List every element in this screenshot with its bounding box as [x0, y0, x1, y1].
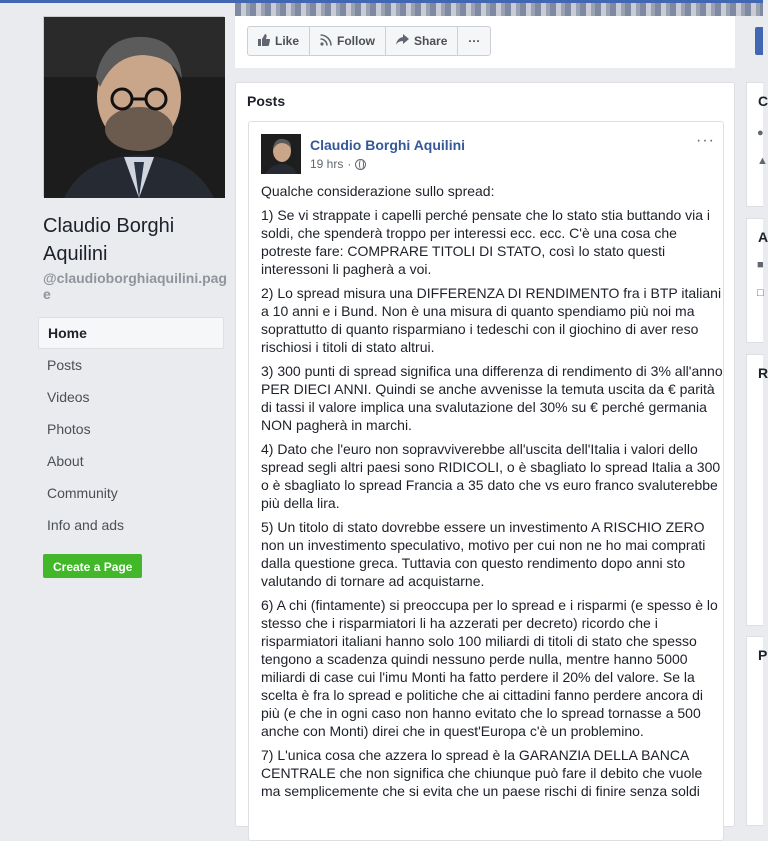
- post-meta: [310, 157, 366, 171]
- nav-item-info-and-ads[interactable]: Info and ads: [47, 517, 125, 533]
- follow-label: Follow: [337, 34, 376, 48]
- page-icon: □: [757, 287, 764, 299]
- profile-portrait-image: [44, 17, 225, 198]
- post-paragraph: 4) Dato che l'euro non sopravviverebbe all'uscita dell'Italia i valori dello spread segli altri paesi sono RIDICOLI, o è sbagliato lo spread Italia a 300 o è sbagliato lo spread Francia a 35 dato che vs euro franco svaluterebbe più della lira.: [261, 441, 721, 511]
- post-author-avatar[interactable]: [261, 134, 301, 174]
- post-author-name[interactable]: Claudio Borghi Aquilini: [310, 137, 466, 153]
- person-icon: ●: [757, 127, 764, 139]
- create-page-button[interactable]: Create a Page: [43, 554, 142, 578]
- meta-separator: ·: [347, 157, 352, 171]
- rss-icon: [320, 34, 332, 49]
- share-button[interactable]: [386, 27, 458, 55]
- post-paragraph: 6) A chi (fintamente) si preoccupa per lo spread e i risparmi (e spesso è lo stesso che i risparmiatori li ha azzerati per decreto) ricordo che i risparmiatori italiani hanno solo 100 miliardi di titoli di stato che spesso tengono a scadenza quindi nessuno perde nulla, mentre hanno 5000 miliardi di case cui l'imu Monti ha fatto perdere il 20% del valore. Se la scelta è fra lo spread e politiche che ai cittadini fanno perdere ancora di più (e che in ogni caso non hanno evitato che lo spread tornasse a 500 anche con Monti) direi che in quest'Europa c'è un problemino.: [261, 597, 718, 739]
- post-paragraph: Qualche considerazione sullo spread:: [261, 183, 495, 199]
- post-card: [248, 121, 724, 841]
- nav-item-community[interactable]: Community: [47, 485, 118, 501]
- post-paragraph: 3) 300 punti di spread significa una differenza di rendimento di 3% all'anno PER DIECI ANNI. Quindi se anche avvenisse la temuta uscita da € parità di tassi il valore implica una svalutazione del 30% su € perché germania NON pagherà in marchi.: [261, 363, 723, 433]
- page-nav: [38, 317, 224, 541]
- primary-action-button-edge[interactable]: [755, 27, 763, 55]
- nav-item-videos[interactable]: Videos: [47, 389, 90, 405]
- like-label: Like: [275, 34, 300, 48]
- nav-item-photos[interactable]: Photos: [47, 421, 91, 437]
- cover-photo-edge: [235, 3, 763, 16]
- post-text: [261, 182, 723, 806]
- right-card-heading: C: [758, 93, 768, 109]
- follow-button[interactable]: [310, 27, 386, 55]
- page-name[interactable]: Claudio Borghi Aquilini: [43, 215, 175, 265]
- page-action-bar: [235, 16, 735, 68]
- post-paragraph: 5) Un titolo di stato dovrebbe essere un investimento A RISCHIO ZERO non un investimento speculativo, motivo per cui non ne ho mai comprati dalla questione greca. Tuttavia con questo rendimento dopo anni sto valutando di tornare ad acquistarne.: [261, 519, 706, 589]
- action-button-group: [247, 26, 491, 56]
- share-arrow-icon: [396, 34, 409, 49]
- nav-item-posts[interactable]: Posts: [47, 357, 83, 373]
- post-paragraph: 7) L'unica cosa che azzera lo spread è la GARANZIA DELLA BANCA CENTRALE che non significa che chiunque può fare il debito che vuole ma semplicemente che si evita che un paese rischi di finire senza soldi: [261, 747, 703, 799]
- right-card-heading: R: [758, 365, 768, 381]
- right-card-heading: A: [758, 229, 768, 245]
- posts-section: [235, 82, 735, 827]
- right-card-photos: [746, 636, 768, 826]
- right-card-related: [746, 354, 768, 626]
- nav-item-about[interactable]: About: [47, 453, 84, 469]
- post-paragraph: 2) Lo spread misura una DIFFERENZA DI RENDIMENTO fra i BTP italiani a 10 anni e i Bund. Non è una misura di quanto spendiamo più noi ma soprattutto di quanto risparmiano i tedeschi con il giochino di aver reso rischiosi i titoli di stato altrui.: [261, 285, 722, 355]
- post-options-button[interactable]: ···: [696, 132, 715, 149]
- page-handle[interactable]: @claudioborghiaquilini.page: [43, 270, 227, 302]
- public-globe-icon[interactable]: [355, 159, 366, 170]
- more-actions-button[interactable]: [458, 27, 490, 55]
- profile-picture[interactable]: [43, 16, 224, 197]
- thumbs-up-icon: [258, 34, 270, 49]
- thumbs-up-icon: ▲: [757, 155, 768, 167]
- more-actions-label: ···: [468, 34, 481, 48]
- share-label: Share: [414, 34, 448, 48]
- post-paragraph: 1) Se vi strappate i capelli perché pensate che lo stato stia buttando via i soldi, che spenderà troppo per interessi ecc. ecc. C'è una cosa che potreste fare: COMPRARE TITOLI DI STATO, così lo stato questi interessoni li pagherà a voi.: [261, 207, 711, 277]
- like-button[interactable]: [248, 27, 310, 55]
- posts-section-title: Posts: [247, 93, 286, 109]
- nav-item-home[interactable]: Home: [38, 317, 224, 349]
- info-icon: ■: [757, 259, 764, 271]
- right-card-community: [746, 82, 768, 207]
- right-card-heading: P: [758, 647, 768, 663]
- right-card-about: [746, 218, 768, 343]
- post-timestamp[interactable]: 19 hrs: [310, 157, 344, 171]
